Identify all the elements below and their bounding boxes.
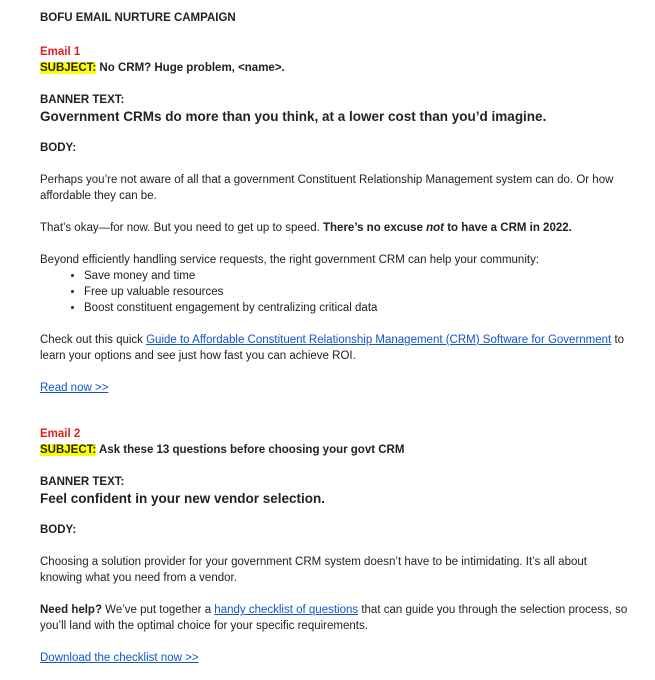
read-now-link[interactable]: Read now >>	[40, 382, 109, 394]
email-2-subject-tag: SUBJECT:	[40, 444, 97, 456]
email-1-paragraph-2-bold-b: to have a CRM in 2022.	[444, 222, 572, 234]
email-2-subject-text: Ask these 13 questions before choosing your govt CRM	[96, 444, 405, 456]
email-1-bullet-list	[40, 268, 630, 316]
download-checklist-link[interactable]: Download the checklist now >>	[40, 652, 199, 664]
email-1-paragraph-2	[40, 220, 630, 236]
email-1-body-label: BODY:	[40, 142, 77, 154]
email-1-paragraph-1: Perhaps you’re not aware of all that a government Constituent Relationship Management system can do. Or how affordable they can be.	[40, 174, 614, 202]
email-2-paragraph-2-bold: Need help?	[40, 604, 102, 616]
email-1-paragraph-4-end: to learn your options and see just how fast you can achieve ROI.	[40, 334, 625, 362]
email-1-section	[40, 44, 630, 396]
guide-link[interactable]: Guide to Affordable Constituent Relationship Management (CRM) Software for Government	[146, 334, 612, 346]
list-item: • Free up valuable resources	[84, 284, 630, 300]
email-2-cta	[40, 650, 630, 666]
document-title: BOFU EMAIL NURTURE CAMPAIGN	[40, 12, 236, 24]
email-1-paragraph-2-italic: not	[426, 222, 445, 234]
email-1-subject-text: No CRM? Huge problem, <name>.	[96, 62, 285, 74]
document-page	[40, 10, 630, 666]
email-2-paragraph-2-start: We’ve put together a	[101, 604, 215, 616]
email-1-subject	[40, 60, 630, 76]
email-2-label: Email 2	[40, 428, 81, 440]
email-2-section	[40, 426, 630, 666]
email-2-subject	[40, 442, 630, 458]
email-1-label: Email 1	[40, 46, 81, 58]
email-1-banner-label: BANNER TEXT:	[40, 94, 125, 106]
email-2-paragraph-2-end: that can guide you through the selection process, so you’ll land with the optimal choice for your specific requirements.	[40, 604, 628, 632]
email-1-banner-text: Government CRMs do more than you think, at a lower cost than you’d imagine.	[40, 109, 547, 124]
email-1-paragraph-4	[40, 332, 630, 364]
checklist-link[interactable]: handy checklist of questions	[214, 604, 359, 616]
email-1-paragraph-3: Beyond efficiently handling service requests, the right government CRM can help your community:	[40, 254, 540, 266]
list-item: • Boost constituent engagement by centralizing critical data	[84, 300, 630, 316]
email-1-paragraph-2-bold	[323, 222, 572, 234]
email-1-paragraph-4-start: Check out this quick	[40, 334, 147, 346]
email-2-paragraph-2	[40, 602, 630, 634]
email-2-banner-text: Feel confident in your new vendor selection.	[40, 491, 326, 506]
list-item: • Save money and time	[84, 268, 630, 284]
email-1-paragraph-2-bold-a: There’s no excuse	[323, 222, 427, 234]
email-2-body-label: BODY:	[40, 524, 77, 536]
email-1-cta	[40, 380, 630, 396]
email-2-banner-label: BANNER TEXT:	[40, 476, 125, 488]
email-1-subject-tag: SUBJECT:	[40, 62, 97, 74]
email-2-paragraph-1: Choosing a solution provider for your government CRM system doesn’t have to be intimidating. It’s all about knowing what you need from a vendor.	[40, 556, 587, 584]
email-1-paragraph-2-start: That’s okay—for now. But you need to get up to speed.	[40, 222, 323, 234]
